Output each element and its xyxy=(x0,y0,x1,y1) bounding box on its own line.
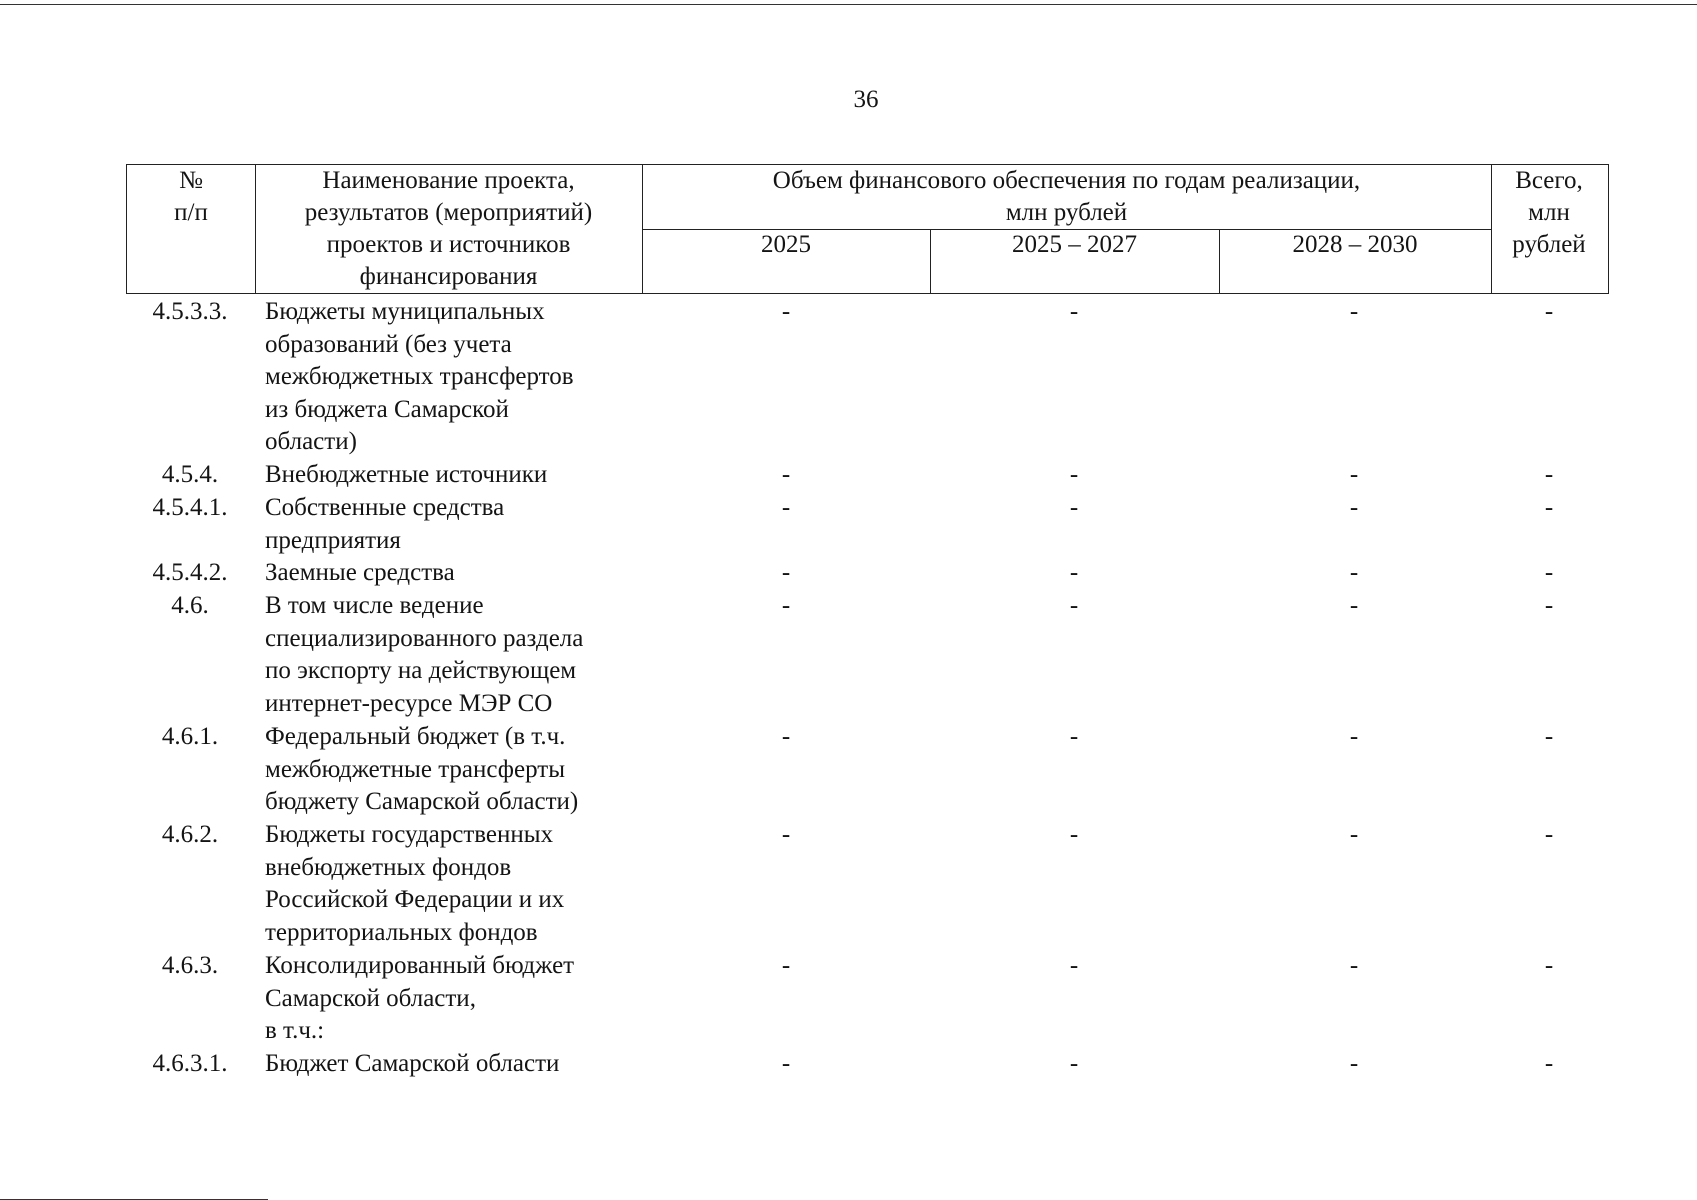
header-years-2028-2030: 2028 – 2030 xyxy=(1292,231,1418,258)
value-2025: - xyxy=(781,1050,791,1077)
row-number: 4.6.2. xyxy=(161,821,219,848)
value-2025-2027: - xyxy=(1069,461,1079,488)
value-2025: - xyxy=(781,723,791,750)
value-2025: - xyxy=(781,298,791,325)
row-number: 4.6.3.1. xyxy=(152,1050,228,1077)
value-2025-2027: - xyxy=(1069,298,1079,325)
value-2025: - xyxy=(781,592,791,619)
row-name: В том числе ведение специализированного раздела по экспорту на действующем интернет-ресурсе МЭР СО xyxy=(265,592,584,717)
value-2025: - xyxy=(781,559,791,586)
row-number: 4.5.3.3. xyxy=(152,298,228,325)
header-number-column: № п/п xyxy=(174,167,208,226)
row-name: Заемные средства xyxy=(265,559,455,586)
table-row xyxy=(126,590,1609,721)
row-name: Консолидированный бюджет Самарской области, в т.ч.: xyxy=(265,952,575,1045)
header-total-column: Всего, млн рублей xyxy=(1512,167,1586,258)
value-total: - xyxy=(1544,723,1554,750)
value-total: - xyxy=(1544,592,1554,619)
value-2025-2027: - xyxy=(1069,494,1079,521)
value-2025-2027: - xyxy=(1069,592,1079,619)
value-2028-2030: - xyxy=(1349,952,1359,979)
header-name-column: Наименование проекта, результатов (мероприятий) проектов и источников финансирования xyxy=(304,167,593,290)
row-name: Бюджеты муниципальных образований (без учета межбюджетных трансфертов из бюджета Самарской области) xyxy=(265,298,574,456)
value-2028-2030: - xyxy=(1349,461,1359,488)
row-name: Бюджет Самарской области xyxy=(265,1050,560,1077)
table-row xyxy=(126,296,1609,460)
row-number: 4.6.1. xyxy=(161,723,219,750)
value-2025-2027: - xyxy=(1069,1050,1079,1077)
value-2028-2030: - xyxy=(1349,723,1359,750)
table-header xyxy=(126,164,1609,294)
table-row xyxy=(126,492,1609,557)
value-2028-2030: - xyxy=(1349,559,1359,586)
value-2028-2030: - xyxy=(1349,592,1359,619)
row-name: Собственные средства предприятия xyxy=(265,494,505,554)
row-name: Внебюджетные источники xyxy=(265,461,548,488)
value-2025: - xyxy=(781,461,791,488)
header-year-2025: 2025 xyxy=(761,231,811,258)
value-total: - xyxy=(1544,559,1554,586)
table-row xyxy=(126,1048,1609,1081)
value-2025: - xyxy=(781,952,791,979)
table-row xyxy=(126,459,1609,492)
table-row xyxy=(126,557,1609,590)
row-number: 4.5.4.1. xyxy=(152,494,228,521)
value-2025-2027: - xyxy=(1069,723,1079,750)
row-name: Бюджеты государственных внебюджетных фондов Российской Федерации и их территориальных фондов xyxy=(265,821,565,946)
top-page-rule xyxy=(0,4,1697,5)
row-number: 4.6. xyxy=(171,592,209,619)
value-2025: - xyxy=(781,821,791,848)
value-2025: - xyxy=(781,494,791,521)
value-2028-2030: - xyxy=(1349,821,1359,848)
value-2025-2027: - xyxy=(1069,821,1079,848)
value-total: - xyxy=(1544,298,1554,325)
value-2028-2030: - xyxy=(1349,1050,1359,1077)
page-number: 36 xyxy=(853,86,879,113)
row-number: 4.5.4.2. xyxy=(152,559,228,586)
row-name: Федеральный бюджет (в т.ч. межбюджетные трансферты бюджету Самарской области) xyxy=(265,723,579,816)
value-total: - xyxy=(1544,461,1554,488)
header-volume-column: Объем финансового обеспечения по годам реализации, млн рублей xyxy=(772,167,1361,226)
table-row xyxy=(126,819,1609,950)
header-years-2025-2027: 2025 – 2027 xyxy=(1012,231,1137,258)
value-total: - xyxy=(1544,1050,1554,1077)
table-row xyxy=(126,721,1609,819)
value-total: - xyxy=(1544,952,1554,979)
table-row xyxy=(126,950,1609,1048)
value-2025-2027: - xyxy=(1069,952,1079,979)
value-total: - xyxy=(1544,494,1554,521)
value-2028-2030: - xyxy=(1349,298,1359,325)
value-2028-2030: - xyxy=(1349,494,1359,521)
value-total: - xyxy=(1544,821,1554,848)
row-number: 4.6.3. xyxy=(161,952,219,979)
row-number: 4.5.4. xyxy=(161,461,219,488)
value-2025-2027: - xyxy=(1069,559,1079,586)
